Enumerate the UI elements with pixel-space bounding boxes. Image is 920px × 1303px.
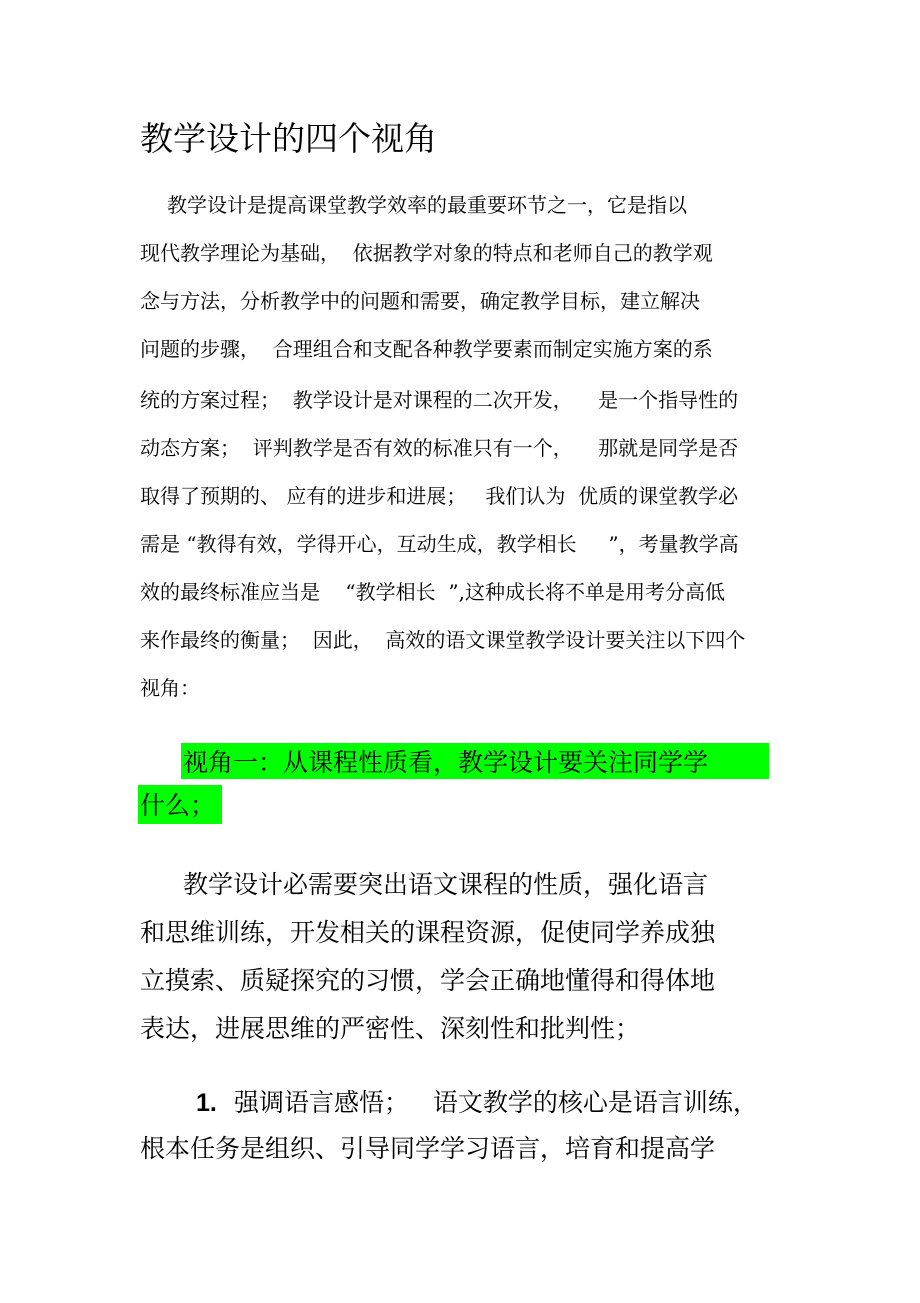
point-line: 根本任务是组织、引导同学学习语言，培育和提高学 bbox=[140, 1134, 716, 1163]
intro-line: 取得了预期的、 应有的进步和进展； 我们认为 优质的课堂教学必 bbox=[140, 484, 739, 508]
intro-line: 教学设计是提高课堂教学效率的最重要环节之一，它是指以 bbox=[167, 193, 687, 217]
body-line: 表达，进展思维的严密性、深刻性和批判性； bbox=[140, 1014, 641, 1043]
body-line: 立摸索、质疑探究的习惯，学会正确地懂得和得体地 bbox=[140, 966, 716, 995]
intro-line: 问题的步骤， 合理组合和支配各种教学要素而制定实施方案的系 bbox=[140, 337, 713, 361]
intro-line: 动态方案； 评判教学是否有效的标准只有一个， 那就是同学是否 bbox=[140, 436, 739, 460]
intro-line: 现代教学理论为基础， 依据教学对象的特点和老师自己的教学观 bbox=[140, 241, 713, 265]
point-line: 强调语言感悟； 语文教学的核心是语言训练， bbox=[234, 1088, 758, 1117]
heading-line: 什么； bbox=[140, 791, 216, 820]
intro-line: 视角： bbox=[140, 676, 200, 700]
body-line: 和思维训练，开发相关的课程资源，促使同学养成独 bbox=[140, 918, 716, 947]
intro-line: 效的最终标准应当是 “教学相长 ”,这种成长将不单是用考分高低 bbox=[140, 580, 725, 604]
body-line: 教学设计必需要突出语文课程的性质，强化语言 bbox=[183, 870, 709, 899]
intro-line: 统的方案过程； 教学设计是对课程的二次开发， 是一个指导性的 bbox=[140, 388, 739, 412]
intro-line: 念与方法，分析教学中的问题和需要，确定教学目标，建立解决 bbox=[140, 289, 700, 313]
point-number-text: 1. bbox=[196, 1089, 217, 1117]
intro-line: 需是 “教得有效，学得开心，互动生成，教学相长 ”，考量教学高 bbox=[140, 532, 739, 556]
heading-line: 视角一：从课程性质看，教学设计要关注同学学 bbox=[183, 748, 709, 777]
point-number bbox=[196, 1083, 217, 1123]
intro-line: 来作最终的衡量； 因此， 高效的语文课堂教学设计要关注以下四个 bbox=[140, 628, 746, 652]
document-title: 教学设计的四个视角 bbox=[140, 119, 437, 158]
